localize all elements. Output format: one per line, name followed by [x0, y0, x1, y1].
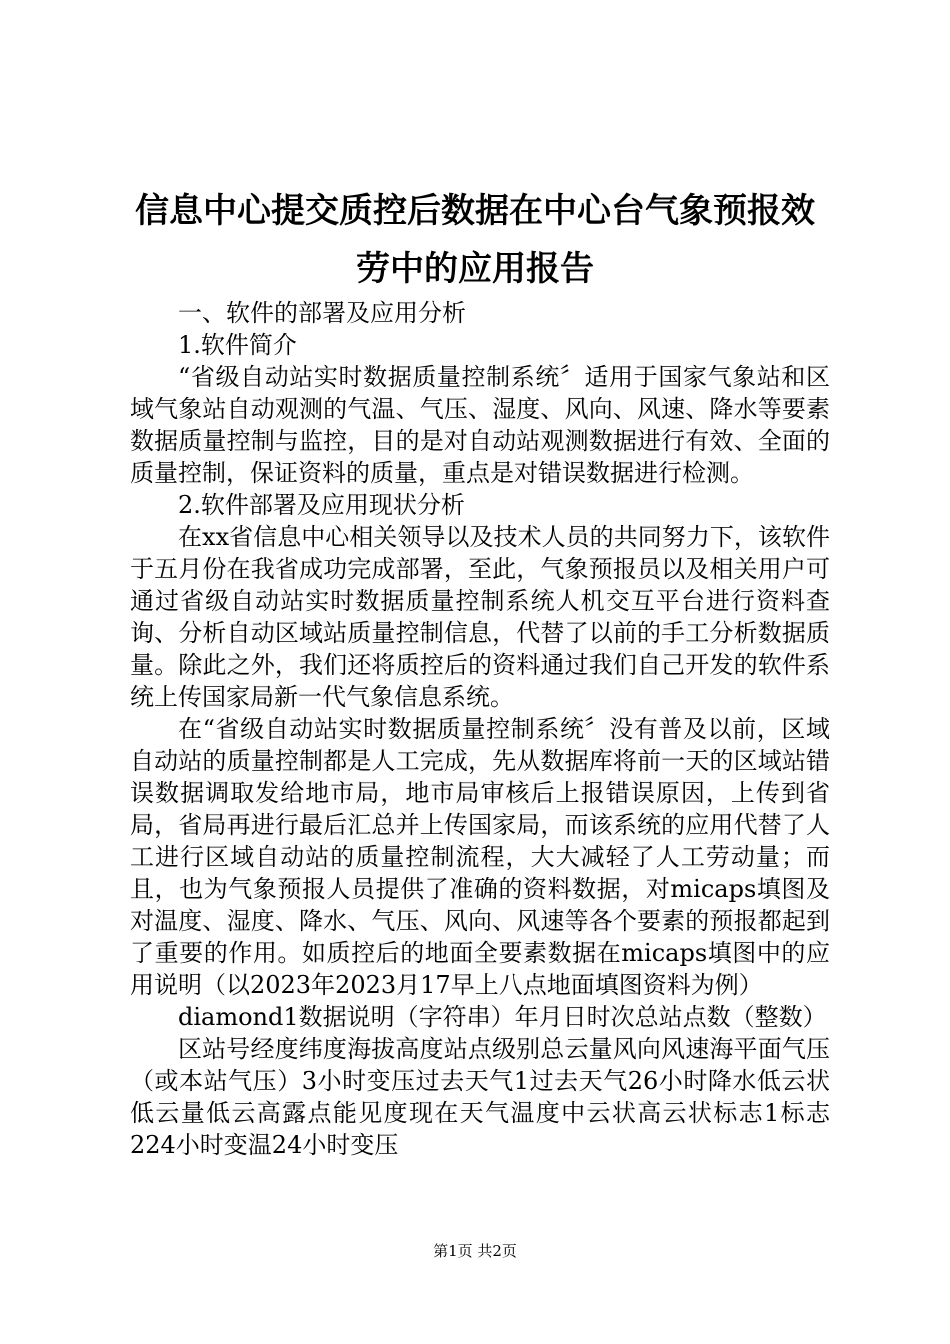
body-paragraph: diamond1数据说明（字符串）年月日时次总站点数（整数）: [178, 1003, 827, 1031]
document-body: [130, 297, 830, 1161]
body-paragraph: 在“省级自动站实时数据质量控制系统〞没有普及以前，区域自动站的质量控制都是人工完成，先从数据库将前一天的区域站错误数据调取发给地市局，地市局审核后上报错误原因，上传到省局，省局再进行最后汇总并上传国家局，而该系统的应用代替了人工进行区域自动站的质量控制流程，大大减轻了人工劳动量；而且，也为气象预报人员提供了准确的资料数据，对micaps填图及对温度、湿度、降水、气压、风向、风速等各个要素的预报都起到了重要的作用。如质控后的地面全要素数据在micaps填图中的应用说明（以2023年2023月17早上八点地面填图资料为例）: [130, 715, 830, 999]
subsection-heading: 2.软件部署及应用现状分析: [178, 491, 465, 519]
section-heading: 一、软件的部署及应用分析: [178, 299, 466, 327]
subsection-heading: 1.软件简介: [178, 331, 297, 359]
document-title-line-1: 信息中心提交质控后数据在中心台气象预报效: [135, 191, 815, 231]
body-paragraph: 区站号经度纬度海拔高度站点级别总云量风向风速海平面气压（或本站气压）3小时变压过去天气1过去天气26小时降水低云状低云量低云高露点能见度现在天气温度中云状高云状标志1标志224小时变温24小时变压: [130, 1035, 830, 1159]
page-footer: 第1页 共2页: [433, 1242, 517, 1260]
document-title-line-2: 劳中的应用报告: [356, 249, 594, 289]
body-paragraph: 在xx省信息中心相关领导以及技术人员的共同努力下，该软件于五月份在我省成功完成部署，至此，气象预报员以及相关用户可通过省级自动站实时数据质量控制系统人机交互平台进行资料查询、分析自动区域站质量控制信息，代替了以前的手工分析数据质量。除此之外，我们还将质控后的资料通过我们自己开发的软件系统上传国家局新一代气象信息系统。: [130, 523, 830, 711]
body-paragraph: “省级自动站实时数据质量控制系统〞适用于国家气象站和区域气象站自动观测的气温、气压、湿度、风向、风速、降水等要素数据质量控制与监控，目的是对自动站观测数据进行有效、全面的质量控制，保证资料的质量，重点是对错误数据进行检测。: [130, 363, 830, 487]
